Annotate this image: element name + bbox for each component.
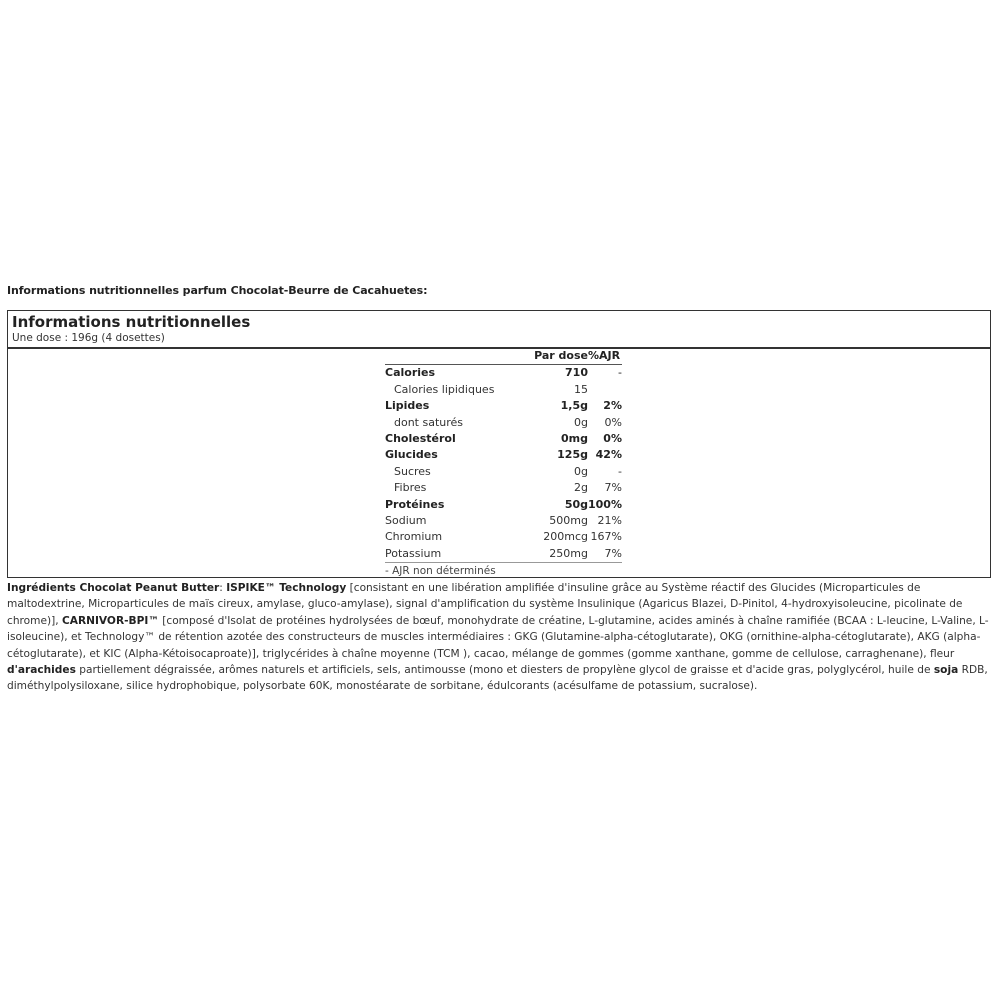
allergen-arachides: d'arachides xyxy=(7,664,76,677)
table-footnote-row xyxy=(385,563,622,580)
header-ajr: %AJR xyxy=(588,348,622,365)
nutrient-ajr: 7% xyxy=(588,546,622,563)
nutrient-name: Calories lipidiques xyxy=(394,382,495,396)
nutrient-name: Glucides xyxy=(385,448,438,462)
nutrient-ajr xyxy=(588,382,622,398)
ingredients-paragraph xyxy=(7,580,993,695)
nutrient-value: 125g xyxy=(557,448,588,462)
nutrient-ajr: - xyxy=(618,366,622,380)
nutrient-value: 1,5g xyxy=(560,399,588,413)
nutrient-value: 200mcg xyxy=(543,530,588,544)
nutrient-ajr: 21% xyxy=(597,514,622,528)
ingredients-text: [composé d'Isolat de protéines hydrolysées de bœuf, monohydrate de créatine, L-glutamine, acides aminés à chaîne ramifiée (BCAA : L-leucine, L-Valine, L-isoleucine), et Technology™ de rétention azotée des constructeurs de muscles intermédiaires : GKG (Glutamine-alpha-cétoglutarate), OKG (ornithine-alpha-cétoglutarate), AKG (alpha-cétoglutarate), et KIC (Alpha-Kétoisocaproate)], triglycérides à chaîne moyenne (TCM ), cacao, mélange de gommes (gomme xanthane, gomme de cellulose, carraghenane), fleur xyxy=(7,614,989,660)
nutrient-ajr: 100% xyxy=(588,497,622,511)
panel-title: Informations nutritionnelles xyxy=(12,313,251,331)
nutrient-name: Potassium xyxy=(385,546,526,563)
table-row xyxy=(385,398,622,414)
ingredients-text: [consistant en une libération amplifiée d'insuline grâce au Système réactif des Glucides (Microparticules de maltodextrine, Microparticules de maïs cireux, amylase, gluco-amylase), signal d'amplification du système Insulinique (Agaricus Blazei, D-Pinitol, 4-hydroxyisoleucine, picolinate de chrome)], xyxy=(7,582,963,627)
nutrient-name: Sodium xyxy=(385,514,427,528)
nutrient-value: 2g xyxy=(574,481,588,495)
carnivor-bpi: CARNIVOR-BPI™ xyxy=(61,614,159,627)
nutrient-ajr: 167% xyxy=(590,530,622,544)
nutrient-value: 250mg xyxy=(526,546,588,563)
nutrient-value: 0g xyxy=(574,415,588,429)
table-row xyxy=(385,464,622,480)
nutrient-name: Sucres xyxy=(394,464,431,478)
nutrition-facts-panel xyxy=(7,310,991,578)
ingredients-text: partiellement dégraissée, arômes naturels et artificiels, sels, antimousse (mono et diesters de propylène glycol de graisse et d'acide gras, polyglycérol, huile de xyxy=(75,664,934,677)
nutrient-value: 0mg xyxy=(561,432,588,446)
nutrient-value: 500mg xyxy=(549,514,588,528)
nutrition-table xyxy=(385,348,622,580)
allergen-soja: soja xyxy=(933,664,959,677)
ajr-footnote: - AJR non déterminés xyxy=(385,565,496,578)
nutrient-name: Fibres xyxy=(394,481,427,495)
nutrient-ajr: 0% xyxy=(604,415,622,429)
ispike-technology: ISPIKE™ Technology xyxy=(226,582,347,594)
nutrient-ajr: 2% xyxy=(603,399,622,413)
nutrient-value: 50g xyxy=(564,497,588,511)
page-heading: Informations nutritionnelles parfum Chocolat-Beurre de Cacahuetes: xyxy=(7,284,428,297)
nutrient-value: 710 xyxy=(565,366,588,380)
nutrient-ajr: 7% xyxy=(604,481,622,495)
nutrient-name: Cholestérol xyxy=(385,432,456,446)
serving-size: Une dose : 196g (4 dosettes) xyxy=(12,332,165,344)
nutrient-name: Chromium xyxy=(385,530,443,544)
table-row xyxy=(385,382,622,398)
nutrient-value: 0g xyxy=(574,464,588,478)
table-row xyxy=(385,513,622,529)
table-row xyxy=(385,546,622,563)
table-row xyxy=(385,365,622,382)
table-row xyxy=(385,529,622,545)
table-row xyxy=(385,480,622,496)
nutrient-ajr: 42% xyxy=(595,448,622,462)
header-blank xyxy=(385,348,526,365)
table-header-row xyxy=(385,348,622,365)
nutrient-ajr: 0% xyxy=(603,432,622,446)
nutrient-value: 15 xyxy=(574,382,588,396)
ingredients-separator: : xyxy=(219,582,227,594)
nutrient-name: Lipides xyxy=(385,399,430,413)
table-row xyxy=(385,431,622,447)
ingredients-label: Ingrédients Chocolat Peanut Butter xyxy=(7,582,220,594)
table-row xyxy=(385,497,622,513)
nutrient-name: Calories xyxy=(385,366,436,380)
nutrient-name: dont saturés xyxy=(394,415,464,429)
table-row xyxy=(385,447,622,463)
nutrient-ajr: - xyxy=(618,464,622,478)
table-row xyxy=(385,415,622,431)
nutrient-name: Protéines xyxy=(385,497,445,511)
header-per-dose: Par dose xyxy=(526,348,588,365)
ingredients-text: RDB, diméthylpolysiloxane, silice hydrophobique, polysorbate 60K, monostéarate de sorbitane, édulcorants (acésulfame de potassium, sucralose). xyxy=(7,664,988,693)
